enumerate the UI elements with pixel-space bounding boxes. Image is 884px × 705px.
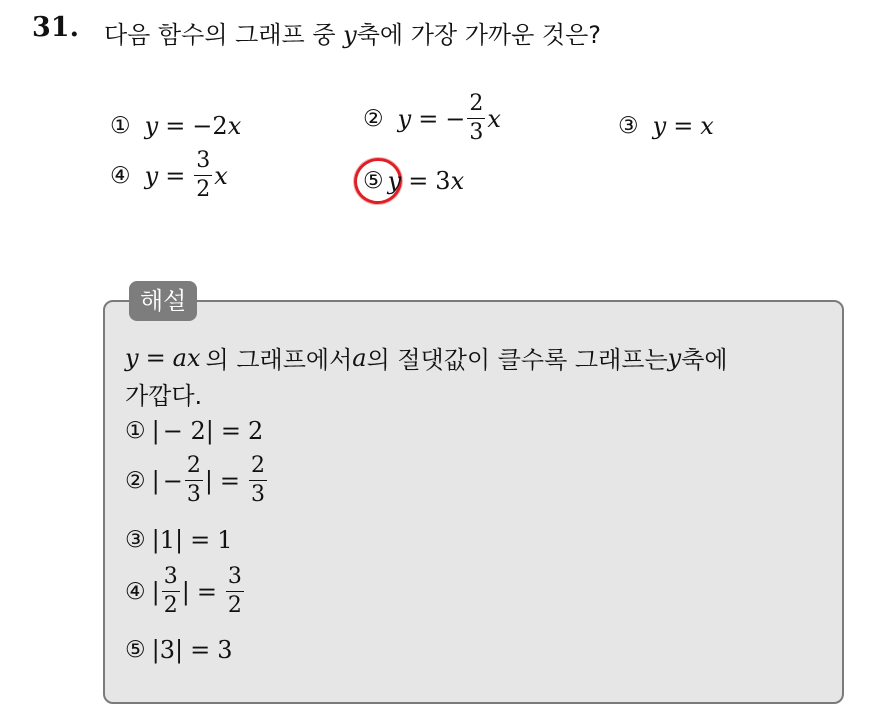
option-1-equation: y = −2 x xyxy=(144,112,242,140)
explanation-item-4: ④ | $\frac{3}{2}$ | = $\frac{3}{2}$ xyxy=(125,564,242,618)
option-1-number: ① xyxy=(110,113,131,139)
option-1[interactable] xyxy=(110,112,241,140)
question-text-after: 축에 가장 가까운 것은? xyxy=(356,21,602,49)
explanation-item-1: ① | − 2 | = 2 xyxy=(125,417,264,445)
option-2-number: ② xyxy=(363,105,384,132)
option-3[interactable] xyxy=(618,112,714,140)
explanation-item-3: ③ | 1 | = 1 xyxy=(125,526,233,554)
option-5-number: ⑤ xyxy=(363,168,384,194)
option-2[interactable] xyxy=(363,93,501,144)
explanation-line-1: y = ax 의 그래프에서 a 의 절댓값이 클수록 그래프는 y 축에 xyxy=(125,343,728,374)
option-3-number: ③ xyxy=(618,113,639,139)
question-text-before: 다음 함수의 그래프 중 xyxy=(104,21,344,49)
option-4[interactable] xyxy=(110,150,228,201)
explanation-item-2: ② | − $\frac{2}{3}$ | = $\frac{2}{3}$ xyxy=(125,453,266,507)
option-4-number: ④ xyxy=(110,162,131,189)
option-5[interactable] xyxy=(363,167,464,195)
option-2-fraction: $\frac{2}{3}$ xyxy=(469,91,484,145)
option-3-equation: y = x xyxy=(652,112,714,140)
question-number: 31. xyxy=(32,12,79,43)
explanation-line-2: 가깝다. xyxy=(125,382,203,410)
option-2-equation: y = − $\frac{2}{3}$ x xyxy=(397,91,501,145)
explanation-tag: 해설 xyxy=(129,281,197,321)
option-4-equation: y = $\frac{3}{2}$ x xyxy=(144,148,228,202)
option-4-fraction: $\frac{3}{2}$ xyxy=(196,148,211,202)
explanation-item-5: ⑤ | 3 | = 3 xyxy=(125,636,233,664)
question-text xyxy=(104,15,601,50)
question-var-y: y xyxy=(343,21,357,49)
option-5-equation: y = 3 x xyxy=(387,167,465,195)
